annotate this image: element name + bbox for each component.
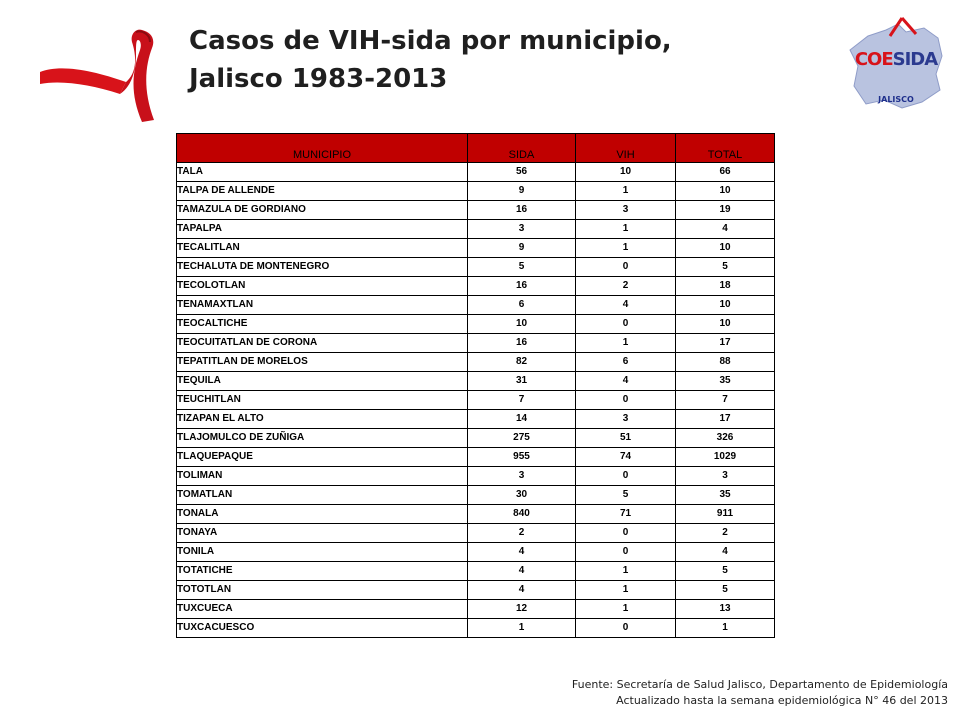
cell-sida: 10 [468, 315, 576, 334]
cell-vih: 3 [576, 201, 676, 220]
cell-vih: 0 [576, 467, 676, 486]
cell-municipio: TLAJOMULCO DE ZUÑIGA [177, 429, 468, 448]
cell-vih: 3 [576, 410, 676, 429]
cell-total: 5 [676, 562, 775, 581]
red-ribbon-icon [32, 24, 172, 124]
cell-municipio: TAPALPA [177, 220, 468, 239]
cell-total: 13 [676, 600, 775, 619]
cell-sida: 9 [468, 239, 576, 258]
table-row [177, 543, 775, 562]
footer-source [572, 677, 948, 709]
cell-sida: 16 [468, 201, 576, 220]
cell-total: 911 [676, 505, 775, 524]
logo-state-label: JALISCO [878, 95, 914, 104]
table-row [177, 486, 775, 505]
cell-total: 4 [676, 543, 775, 562]
header-total: TOTAL [676, 134, 775, 163]
cell-total: 19 [676, 201, 775, 220]
cell-sida: 82 [468, 353, 576, 372]
cell-vih: 1 [576, 581, 676, 600]
cell-total: 2 [676, 524, 775, 543]
cell-total: 88 [676, 353, 775, 372]
table-row [177, 600, 775, 619]
cell-vih: 1 [576, 562, 676, 581]
cell-sida: 4 [468, 543, 576, 562]
cell-total: 66 [676, 163, 775, 182]
cell-municipio: TOMATLAN [177, 486, 468, 505]
cell-total: 35 [676, 372, 775, 391]
cell-total: 10 [676, 296, 775, 315]
cell-total: 17 [676, 334, 775, 353]
cell-vih: 0 [576, 619, 676, 638]
cell-sida: 955 [468, 448, 576, 467]
cell-vih: 0 [576, 524, 676, 543]
cell-total: 17 [676, 410, 775, 429]
cell-vih: 1 [576, 334, 676, 353]
cell-total: 5 [676, 581, 775, 600]
table-row [177, 277, 775, 296]
cell-total: 7 [676, 391, 775, 410]
cell-sida: 4 [468, 581, 576, 600]
coesida-logo [846, 16, 946, 112]
table-row [177, 258, 775, 277]
cell-sida: 5 [468, 258, 576, 277]
cell-municipio: TEOCALTICHE [177, 315, 468, 334]
logo-wordmark: COESIDA [854, 49, 938, 70]
table-row [177, 619, 775, 638]
table-row [177, 429, 775, 448]
cell-municipio: TIZAPAN EL ALTO [177, 410, 468, 429]
cell-municipio: TEQUILA [177, 372, 468, 391]
cell-total: 5 [676, 258, 775, 277]
header-vih: VIH [576, 134, 676, 163]
cell-sida: 275 [468, 429, 576, 448]
cell-total: 326 [676, 429, 775, 448]
cell-municipio: TEPATITLAN DE MORELOS [177, 353, 468, 372]
cell-municipio: TECOLOTLAN [177, 277, 468, 296]
cell-vih: 1 [576, 220, 676, 239]
cell-vih: 4 [576, 296, 676, 315]
cell-sida: 31 [468, 372, 576, 391]
cell-municipio: TECHALUTA DE MONTENEGRO [177, 258, 468, 277]
cell-vih: 51 [576, 429, 676, 448]
table-row [177, 163, 775, 182]
cell-sida: 6 [468, 296, 576, 315]
cell-vih: 0 [576, 315, 676, 334]
cell-vih: 2 [576, 277, 676, 296]
table-row [177, 505, 775, 524]
cell-total: 10 [676, 315, 775, 334]
table-row [177, 220, 775, 239]
table-row [177, 353, 775, 372]
table-row [177, 372, 775, 391]
cell-vih: 6 [576, 353, 676, 372]
table-row [177, 201, 775, 220]
cell-vih: 1 [576, 239, 676, 258]
cases-table [176, 133, 775, 638]
cell-sida: 2 [468, 524, 576, 543]
cell-sida: 4 [468, 562, 576, 581]
cell-municipio: TUXCACUESCO [177, 619, 468, 638]
cell-total: 10 [676, 239, 775, 258]
cell-total: 35 [676, 486, 775, 505]
table-row [177, 467, 775, 486]
cell-vih: 4 [576, 372, 676, 391]
cell-sida: 3 [468, 220, 576, 239]
cell-total: 18 [676, 277, 775, 296]
cell-sida: 7 [468, 391, 576, 410]
table-header-row [177, 134, 775, 163]
cell-municipio: TAMAZULA DE GORDIANO [177, 201, 468, 220]
cell-sida: 30 [468, 486, 576, 505]
table-row [177, 448, 775, 467]
cell-total: 3 [676, 467, 775, 486]
table-row [177, 315, 775, 334]
cell-sida: 9 [468, 182, 576, 201]
page-title [189, 22, 672, 98]
header-sida: SIDA [468, 134, 576, 163]
cell-vih: 0 [576, 391, 676, 410]
cell-total: 1029 [676, 448, 775, 467]
table-row [177, 239, 775, 258]
cell-sida: 16 [468, 334, 576, 353]
cell-vih: 74 [576, 448, 676, 467]
cell-vih: 10 [576, 163, 676, 182]
table-row [177, 410, 775, 429]
cell-sida: 1 [468, 619, 576, 638]
footer-updated-line: Actualizado hasta la semana epidemiológica N° 46 del 2013 [616, 694, 948, 707]
cell-municipio: TENAMAXTLAN [177, 296, 468, 315]
cell-municipio: TOLIMAN [177, 467, 468, 486]
cell-total: 10 [676, 182, 775, 201]
table-row [177, 334, 775, 353]
cell-sida: 16 [468, 277, 576, 296]
cell-sida: 56 [468, 163, 576, 182]
cell-vih: 71 [576, 505, 676, 524]
title-line-1: Casos de VIH-sida por municipio, [189, 26, 672, 56]
cell-total: 4 [676, 220, 775, 239]
cell-municipio: TEOCUITATLAN DE CORONA [177, 334, 468, 353]
cell-municipio: TECALITLAN [177, 239, 468, 258]
cell-sida: 12 [468, 600, 576, 619]
cell-vih: 0 [576, 258, 676, 277]
cell-municipio: TALA [177, 163, 468, 182]
table-row [177, 296, 775, 315]
footer-source-line: Fuente: Secretaría de Salud Jalisco, Departamento de Epidemiología [571, 678, 948, 691]
cell-sida: 3 [468, 467, 576, 486]
cell-vih: 0 [576, 543, 676, 562]
cell-municipio: TOTATICHE [177, 562, 468, 581]
cell-municipio: TONAYA [177, 524, 468, 543]
cell-municipio: TALPA DE ALLENDE [177, 182, 468, 201]
table-row [177, 562, 775, 581]
table-row [177, 182, 775, 201]
cell-sida: 14 [468, 410, 576, 429]
cell-vih: 1 [576, 182, 676, 201]
cell-municipio: TLAQUEPAQUE [177, 448, 468, 467]
cell-municipio: TUXCUECA [177, 600, 468, 619]
header-municipio: MUNICIPIO [177, 134, 468, 163]
title-line-2: Jalisco 1983-2013 [189, 64, 448, 94]
cell-vih: 1 [576, 600, 676, 619]
cell-municipio: TEUCHITLAN [177, 391, 468, 410]
cell-total: 1 [676, 619, 775, 638]
cell-vih: 5 [576, 486, 676, 505]
table-row [177, 581, 775, 600]
cell-sida: 840 [468, 505, 576, 524]
table-row [177, 524, 775, 543]
cell-municipio: TONALA [177, 505, 468, 524]
cell-municipio: TOTOTLAN [177, 581, 468, 600]
table-row [177, 391, 775, 410]
cell-municipio: TONILA [177, 543, 468, 562]
